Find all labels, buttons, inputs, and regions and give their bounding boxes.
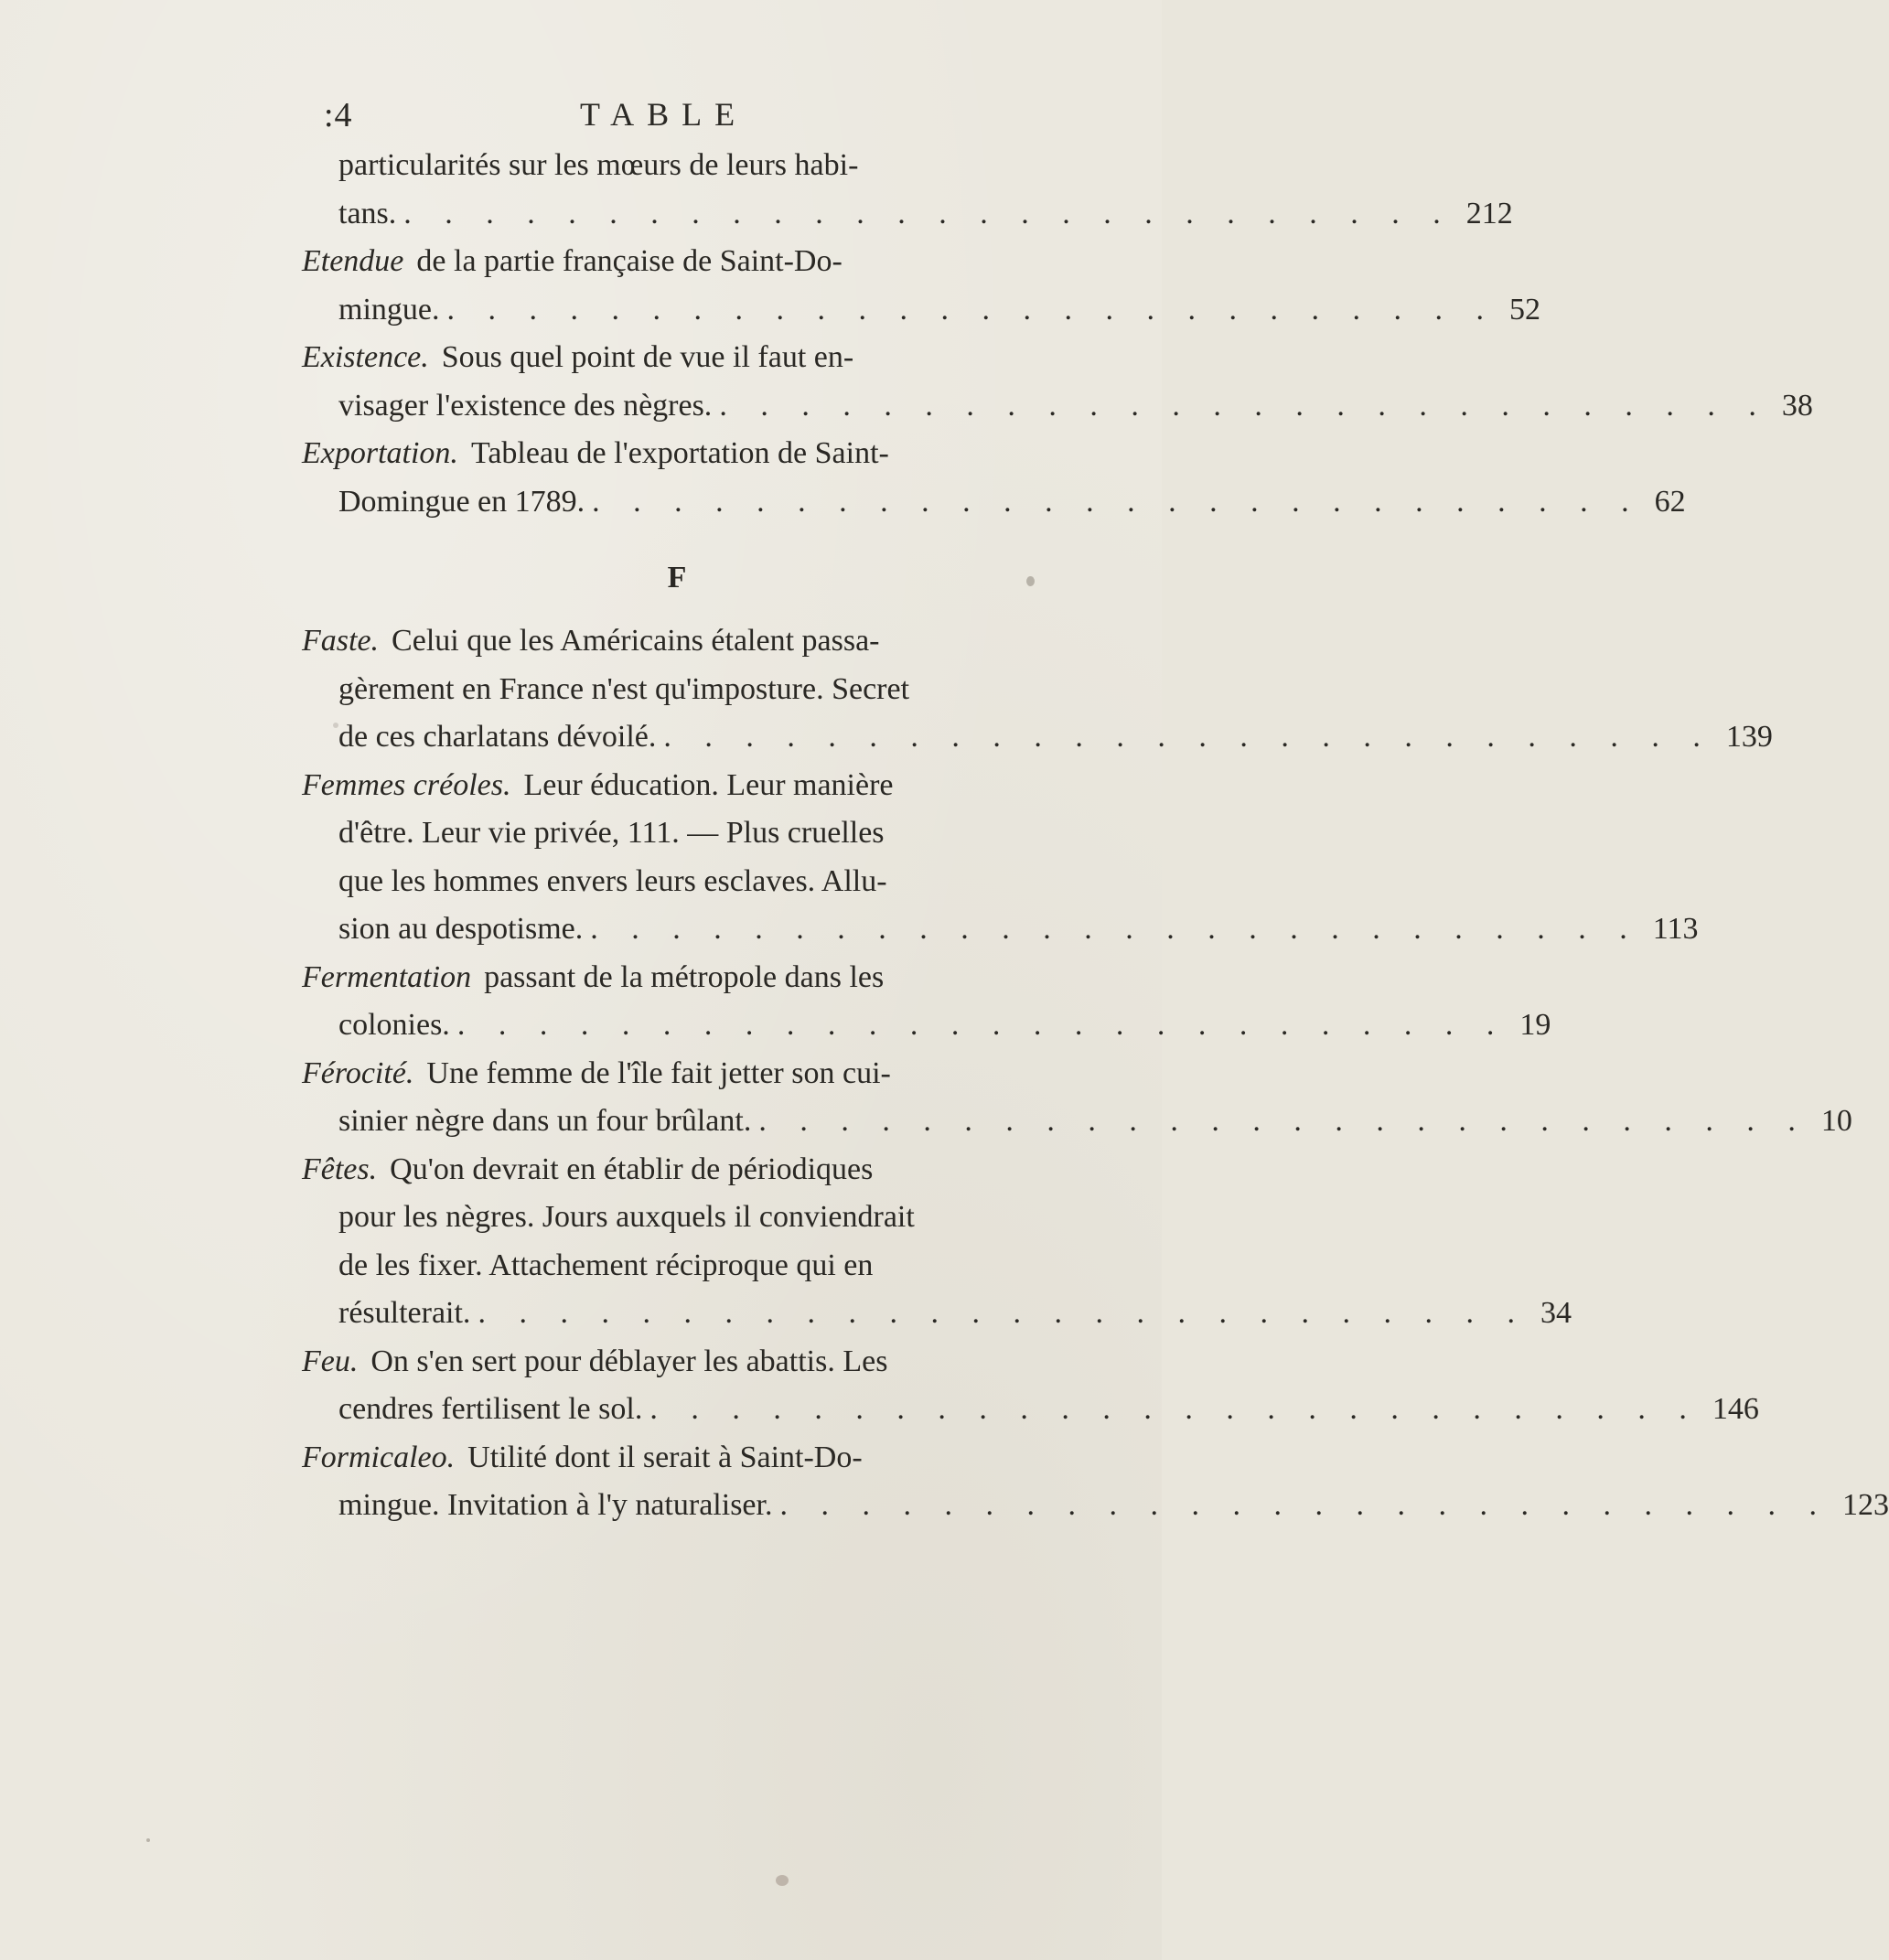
entry-heading: Férocité.	[302, 1055, 414, 1090]
index-entry	[302, 1344, 1759, 1441]
paper-speck	[1026, 576, 1035, 586]
index-entry	[302, 1440, 1889, 1537]
entry-heading: Etendue	[302, 244, 404, 278]
entry-text: Domingue en 1789.	[338, 484, 585, 519]
paper-speck	[776, 1875, 789, 1886]
entry-heading: Fermentation	[302, 959, 472, 994]
page-header	[324, 95, 1056, 141]
entry-line	[302, 816, 1052, 864]
entry-heading: Femmes créoles.	[302, 767, 511, 802]
entry-line	[302, 1488, 1889, 1537]
page-reference: 34	[1540, 1296, 1572, 1330]
entry-line	[302, 340, 1052, 389]
index-content	[302, 148, 1889, 1537]
entry-text: On s'en sert pour déblayer les abattis. Les	[370, 1344, 888, 1378]
index-entry	[302, 436, 1686, 532]
page-reference: 62	[1654, 484, 1686, 519]
entry-text: Tableau de l'exportation de Saint-	[470, 436, 889, 470]
page-reference: 19	[1519, 1008, 1551, 1042]
leader-dots: . . . . . . . . . . . . . . . . . . . . . . . . . .	[719, 388, 1769, 423]
entry-heading: Formicaleo.	[302, 1440, 456, 1474]
index-entry	[302, 959, 1551, 1056]
leader-dots: . . . . . . . . . . . . . . . . . . . . . . . . . .	[478, 1296, 1528, 1330]
entry-text: colonies.	[338, 1008, 450, 1042]
leader-dots: . . . . . . . . . . . . . . . . . . . . . . . . . .	[592, 484, 1642, 519]
entry-text: tans.	[338, 196, 397, 230]
entry-line	[302, 1392, 1759, 1441]
page-reference: 10	[1820, 1104, 1852, 1138]
leader-dots: . . . . . . . . . . . . . . . . . . . . . . . . . .	[403, 196, 1454, 230]
entry-text: cendres fertilisent le sol.	[338, 1392, 643, 1426]
entry-line	[302, 436, 1052, 485]
section-letter: F	[667, 561, 687, 594]
index-entry	[302, 1055, 1852, 1152]
leader-dots: . . . . . . . . . . . . . . . . . . . . . . . . . .	[663, 720, 1713, 754]
leader-dots: . . . . . . . . . . . . . . . . . . . . . . . . . .	[590, 912, 1640, 946]
entry-text: mingue.	[338, 292, 440, 327]
index-entry	[302, 1151, 1572, 1344]
entry-text: gèrement en France n'est qu'imposture. Secret	[338, 671, 910, 706]
entry-heading: Faste.	[302, 624, 380, 658]
index-entry	[302, 767, 1699, 960]
entry-text: visager l'existence des nègres.	[338, 388, 713, 423]
entry-line	[302, 244, 1052, 293]
entry-text: particularités sur les mœurs de leurs habi-	[338, 148, 859, 182]
entry-text: mingue. Invitation à l'y naturaliser.	[338, 1488, 773, 1522]
entry-line	[302, 1008, 1551, 1056]
entry-line	[302, 768, 1052, 817]
page-reference: 52	[1508, 292, 1540, 327]
entry-heading: Exportation.	[302, 436, 458, 470]
entry-line	[302, 912, 1699, 960]
page-reference: 146	[1712, 1392, 1759, 1426]
page-reference: 212	[1465, 196, 1513, 230]
entry-text: pour les nègres. Jours auxquels il conviendrait	[338, 1200, 915, 1234]
entry-line	[302, 148, 1052, 197]
entry-line	[302, 864, 1052, 913]
index-entry	[302, 340, 1813, 436]
leader-dots: . . . . . . . . . . . . . . . . . . . . . . . . . .	[758, 1104, 1809, 1138]
leader-dots: . . . . . . . . . . . . . . . . . . . . . . . . . .	[649, 1392, 1700, 1426]
page-reference: 113	[1652, 912, 1699, 946]
paper-speck	[333, 723, 338, 728]
page-reference: 123	[1841, 1488, 1889, 1522]
leader-dots: . . . . . . . . . . . . . . . . . . . . . . . . . .	[779, 1488, 1830, 1522]
entry-line	[302, 388, 1813, 437]
entry-text: résulterait.	[338, 1296, 471, 1330]
entry-line	[302, 1104, 1852, 1152]
entry-text: passant de la métropole dans les	[484, 959, 885, 994]
running-title: TABLE	[580, 96, 748, 133]
entry-text: de ces charlatans dévoilé.	[338, 720, 657, 754]
entry-text: Sous quel point de vue il faut en-	[441, 340, 854, 374]
entry-line	[302, 1056, 1052, 1105]
entry-line	[302, 672, 1052, 721]
entry-text: Utilité dont il serait à Saint-Do-	[467, 1440, 863, 1474]
entry-heading: Fêtes.	[302, 1151, 378, 1186]
entry-line	[302, 292, 1540, 341]
entry-text: de les fixer. Attachement réciproque qui en	[338, 1248, 874, 1282]
entry-text: de la partie française de Saint-Do-	[416, 244, 843, 278]
entry-text: sinier nègre dans un four brûlant.	[338, 1104, 752, 1138]
entry-line	[302, 1200, 1052, 1248]
entry-line	[302, 1296, 1572, 1344]
entry-heading: Feu.	[302, 1344, 359, 1378]
entry-text: d'être. Leur vie privée, 111. — Plus cruelles	[338, 816, 885, 850]
entry-line	[302, 1344, 1052, 1393]
paper-speck	[146, 1838, 150, 1842]
entry-line	[302, 196, 1513, 245]
entry-text: Leur éducation. Leur manière	[523, 767, 894, 802]
entry-text: Une femme de l'île fait jetter son cui-	[426, 1055, 891, 1090]
page-reference: 38	[1781, 388, 1813, 423]
index-entry	[302, 148, 1513, 244]
index-entry	[302, 624, 1773, 768]
entry-line	[302, 1152, 1052, 1201]
entry-line	[302, 960, 1052, 1009]
entry-text: Celui que les Américains étalent passa-	[392, 624, 880, 658]
entry-line	[302, 484, 1686, 533]
leader-dots: . . . . . . . . . . . . . . . . . . . . . . . . . .	[456, 1008, 1508, 1042]
entry-text: sion au despotisme.	[338, 912, 584, 946]
entry-heading: Existence.	[302, 340, 429, 374]
entry-line	[302, 720, 1773, 768]
entry-text: que les hommes envers leurs esclaves. Allu-	[338, 863, 887, 898]
entry-text: Qu'on devrait en établir de périodiques	[390, 1151, 874, 1186]
leader-dots: . . . . . . . . . . . . . . . . . . . . . . . . . .	[446, 292, 1497, 327]
page-reference: 139	[1725, 720, 1773, 754]
index-entry	[302, 244, 1540, 340]
page-number: :4	[324, 96, 353, 134]
entry-line	[302, 624, 1052, 672]
entry-line	[302, 1248, 1052, 1297]
entry-line	[302, 1441, 1052, 1489]
